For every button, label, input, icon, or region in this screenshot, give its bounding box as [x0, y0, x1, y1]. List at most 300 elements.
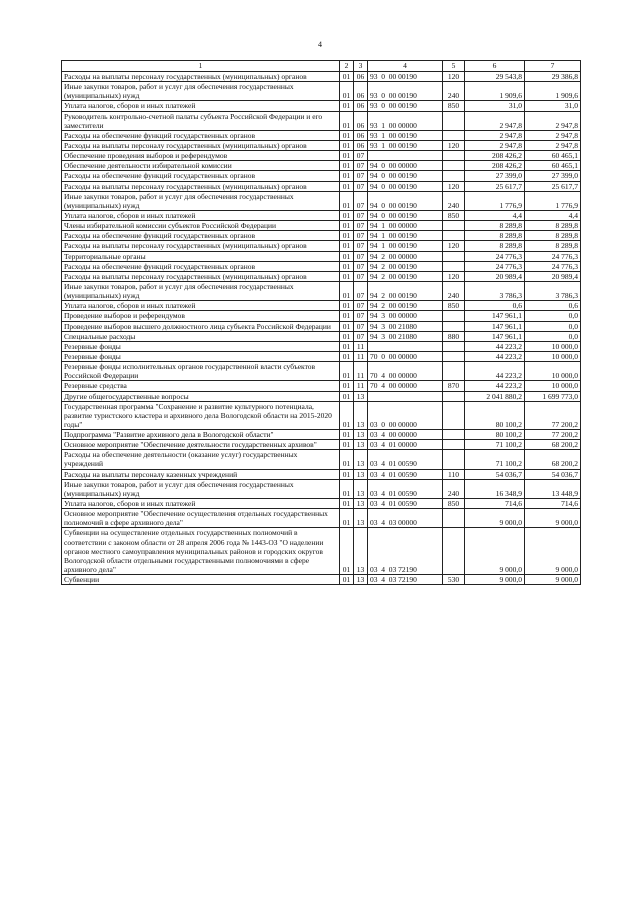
cell-amount-1: 71 100,2: [465, 450, 525, 469]
header-col-1: 1: [62, 61, 340, 72]
cell-section: 01: [340, 311, 354, 321]
cell-expense-type: [443, 221, 465, 231]
cell-name: Иные закупки товаров, работ и услуг для обеспечения государственных (муниципальных) нужд: [62, 479, 340, 498]
cell-target-article: 70 4 00 00000: [368, 362, 443, 381]
cell-name: Члены избирательной комиссии субъектов Российской Федерации: [62, 221, 340, 231]
cell-target-article: 94 0 00 00190: [368, 171, 443, 181]
cell-target-article: 94 2 00 00190: [368, 301, 443, 311]
cell-subsection: 07: [354, 301, 368, 311]
cell-amount-2: 10 000,0: [525, 341, 581, 351]
table-row: [62, 161, 581, 171]
cell-name: Уплата налогов, сборов и иных платежей: [62, 301, 340, 311]
cell-expense-type: [443, 311, 465, 321]
cell-amount-2: 60 465,1: [525, 151, 581, 161]
cell-name: Расходы на обеспечение деятельности (оказание услуг) государственных учреждений: [62, 450, 340, 469]
cell-subsection: 07: [354, 271, 368, 281]
cell-name: Уплата налогов, сборов и иных платежей: [62, 101, 340, 111]
cell-section: 01: [340, 181, 354, 191]
cell-subsection: 11: [354, 381, 368, 391]
cell-name: Обеспечение проведения выборов и референдумов: [62, 151, 340, 161]
cell-subsection: 13: [354, 575, 368, 585]
cell-subsection: 07: [354, 281, 368, 300]
cell-target-article: 93 1 00 00000: [368, 111, 443, 130]
cell-name: Уплата налогов, сборов и иных платежей: [62, 210, 340, 220]
cell-amount-2: 2 947,8: [525, 130, 581, 140]
page-number: 4: [318, 40, 322, 49]
header-col-7: 7: [525, 61, 581, 72]
cell-amount-2: 2 947,8: [525, 140, 581, 150]
cell-subsection: 06: [354, 111, 368, 130]
cell-expense-type: 120: [443, 181, 465, 191]
cell-name: Другие общегосударственные вопросы: [62, 391, 340, 401]
cell-amount-1: 8 289,8: [465, 221, 525, 231]
cell-amount-2: 1 699 773,0: [525, 391, 581, 401]
cell-section: 01: [340, 251, 354, 261]
cell-amount-2: 1 909,6: [525, 82, 581, 101]
cell-section: 01: [340, 479, 354, 498]
cell-amount-2: 10 000,0: [525, 351, 581, 361]
cell-amount-1: 714,6: [465, 499, 525, 509]
cell-amount-2: 1 776,9: [525, 191, 581, 210]
cell-subsection: 07: [354, 161, 368, 171]
cell-target-article: 94 1 00 00000: [368, 221, 443, 231]
cell-expense-type: 530: [443, 575, 465, 585]
table-row: [62, 281, 581, 300]
cell-subsection: 13: [354, 509, 368, 528]
cell-target-article: 93 1 00 00190: [368, 140, 443, 150]
cell-amount-1: 8 289,8: [465, 241, 525, 251]
cell-subsection: 07: [354, 261, 368, 271]
cell-name: Проведение выборов высшего должностного лица субъекта Российской Федерации: [62, 321, 340, 331]
cell-amount-2: 0,0: [525, 311, 581, 321]
table-row: [62, 210, 581, 220]
table-row: [62, 401, 581, 429]
cell-name: Руководитель контрольно-счетной палаты субъекта Российской Федерации и его заместители: [62, 111, 340, 130]
cell-amount-2: 60 465,1: [525, 161, 581, 171]
cell-target-article: 94 0 00 00190: [368, 210, 443, 220]
cell-target-article: 03 4 03 72190: [368, 528, 443, 575]
cell-section: 01: [340, 82, 354, 101]
cell-amount-2: 2 947,8: [525, 111, 581, 130]
cell-subsection: 06: [354, 101, 368, 111]
cell-subsection: 07: [354, 231, 368, 241]
cell-expense-type: [443, 440, 465, 450]
cell-amount-2: 0,0: [525, 321, 581, 331]
cell-expense-type: 120: [443, 271, 465, 281]
cell-expense-type: 870: [443, 381, 465, 391]
cell-subsection: 06: [354, 140, 368, 150]
cell-expense-type: 240: [443, 82, 465, 101]
cell-expense-type: [443, 261, 465, 271]
table-row: [62, 341, 581, 351]
cell-section: 01: [340, 331, 354, 341]
cell-section: 01: [340, 575, 354, 585]
cell-section: 01: [340, 440, 354, 450]
cell-target-article: 03 4 00 00000: [368, 430, 443, 440]
cell-amount-1: 2 947,8: [465, 140, 525, 150]
cell-target-article: 94 2 00 00190: [368, 281, 443, 300]
table-row: [62, 241, 581, 251]
cell-name: Расходы на обеспечение функций государственных органов: [62, 231, 340, 241]
cell-target-article: 93 0 00 00190: [368, 101, 443, 111]
table-row: [62, 351, 581, 361]
cell-subsection: 06: [354, 72, 368, 82]
cell-name: Расходы на выплаты персоналу государственных (муниципальных) органов: [62, 140, 340, 150]
cell-target-article: 93 1 00 00190: [368, 130, 443, 140]
table-row: [62, 101, 581, 111]
cell-target-article: 94 3 00 00000: [368, 311, 443, 321]
cell-amount-2: 8 289,8: [525, 231, 581, 241]
cell-subsection: 13: [354, 391, 368, 401]
cell-target-article: 94 0 00 00000: [368, 161, 443, 171]
cell-target-article: [368, 151, 443, 161]
cell-amount-2: 77 200,2: [525, 401, 581, 429]
cell-amount-1: 44 223,2: [465, 381, 525, 391]
cell-section: 01: [340, 469, 354, 479]
cell-amount-1: 54 036,7: [465, 469, 525, 479]
cell-section: 01: [340, 221, 354, 231]
cell-amount-1: 9 000,0: [465, 575, 525, 585]
cell-expense-type: 850: [443, 101, 465, 111]
cell-name: Расходы на выплаты персоналу государственных (муниципальных) органов: [62, 271, 340, 281]
cell-amount-1: 8 289,8: [465, 231, 525, 241]
cell-name: Расходы на выплаты персоналу государственных (муниципальных) органов: [62, 241, 340, 251]
cell-expense-type: [443, 430, 465, 440]
cell-amount-2: 29 386,8: [525, 72, 581, 82]
cell-amount-1: 2 041 880,2: [465, 391, 525, 401]
table-row: [62, 311, 581, 321]
cell-name: Проведение выборов и референдумов: [62, 311, 340, 321]
cell-expense-type: [443, 111, 465, 130]
cell-amount-1: 1 909,6: [465, 82, 525, 101]
table-row: [62, 130, 581, 140]
cell-section: 01: [340, 191, 354, 210]
cell-subsection: 07: [354, 151, 368, 161]
cell-expense-type: 120: [443, 72, 465, 82]
cell-section: 01: [340, 111, 354, 130]
cell-amount-2: 54 036,7: [525, 469, 581, 479]
cell-section: 01: [340, 430, 354, 440]
cell-target-article: 94 2 00 00000: [368, 251, 443, 261]
cell-expense-type: 120: [443, 241, 465, 251]
cell-name: Расходы на выплаты персоналу государственных (муниципальных) органов: [62, 181, 340, 191]
cell-expense-type: [443, 528, 465, 575]
cell-amount-2: 10 000,0: [525, 362, 581, 381]
cell-subsection: 13: [354, 479, 368, 498]
cell-name: Основное мероприятие "Обеспечение деятельности государственных архивов": [62, 440, 340, 450]
cell-subsection: 13: [354, 528, 368, 575]
cell-name: Иные закупки товаров, работ и услуг для обеспечения государственных (муниципальных) нужд: [62, 281, 340, 300]
cell-section: 01: [340, 140, 354, 150]
cell-amount-2: 25 617,7: [525, 181, 581, 191]
cell-subsection: 06: [354, 82, 368, 101]
cell-subsection: 13: [354, 469, 368, 479]
table-row: [62, 528, 581, 575]
cell-name: Государственная программа "Сохранение и развитие культурного потенциала, развитие туристского кластера и архивного дела Вологодской области на 2015-2020 годы": [62, 401, 340, 429]
cell-subsection: 07: [354, 210, 368, 220]
cell-subsection: 13: [354, 430, 368, 440]
cell-amount-2: 714,6: [525, 499, 581, 509]
cell-amount-1: 16 348,9: [465, 479, 525, 498]
cell-section: 01: [340, 391, 354, 401]
table-row: [62, 151, 581, 161]
cell-subsection: 13: [354, 440, 368, 450]
table-row: [62, 271, 581, 281]
cell-subsection: 13: [354, 401, 368, 429]
cell-name: Субвенции: [62, 575, 340, 585]
cell-subsection: 13: [354, 499, 368, 509]
cell-name: Территориальные органы: [62, 251, 340, 261]
cell-amount-1: 24 776,3: [465, 261, 525, 271]
cell-expense-type: [443, 231, 465, 241]
cell-amount-2: 4,4: [525, 210, 581, 220]
table-row: [62, 321, 581, 331]
cell-target-article: 94 2 00 00190: [368, 261, 443, 271]
table-row: [62, 509, 581, 528]
cell-amount-1: 44 223,2: [465, 351, 525, 361]
table-body: [62, 72, 581, 585]
cell-target-article: 03 4 01 00590: [368, 479, 443, 498]
cell-section: 01: [340, 271, 354, 281]
cell-subsection: 11: [354, 351, 368, 361]
header-col-2: 2: [340, 61, 354, 72]
table-row: [62, 381, 581, 391]
cell-name: Расходы на обеспечение функций государственных органов: [62, 171, 340, 181]
cell-subsection: 07: [354, 311, 368, 321]
cell-name: Резервные фонды: [62, 351, 340, 361]
header-col-3: 3: [354, 61, 368, 72]
cell-expense-type: [443, 351, 465, 361]
cell-target-article: 94 1 00 00190: [368, 231, 443, 241]
cell-name: Иные закупки товаров, работ и услуг для обеспечения государственных (муниципальных) нужд: [62, 191, 340, 210]
cell-section: 01: [340, 301, 354, 311]
cell-section: 01: [340, 72, 354, 82]
table-row: [62, 251, 581, 261]
cell-amount-2: 24 776,3: [525, 261, 581, 271]
cell-subsection: 06: [354, 130, 368, 140]
cell-amount-1: 0,6: [465, 301, 525, 311]
cell-amount-1: 2 947,8: [465, 111, 525, 130]
cell-expense-type: 850: [443, 301, 465, 311]
cell-amount-1: 80 100,2: [465, 401, 525, 429]
budget-table: [61, 60, 581, 585]
cell-section: 01: [340, 509, 354, 528]
cell-section: 01: [340, 341, 354, 351]
cell-subsection: 07: [354, 251, 368, 261]
table-row: [62, 430, 581, 440]
cell-name: Подпрограмма "Развитие архивного дела в Вологодской области": [62, 430, 340, 440]
table-row: [62, 362, 581, 381]
cell-expense-type: [443, 171, 465, 181]
cell-target-article: 03 4 01 00590: [368, 469, 443, 479]
cell-expense-type: [443, 362, 465, 381]
cell-name: Иные закупки товаров, работ и услуг для обеспечения государственных (муниципальных) нужд: [62, 82, 340, 101]
cell-expense-type: 240: [443, 281, 465, 300]
cell-amount-1: 25 617,7: [465, 181, 525, 191]
cell-section: 01: [340, 401, 354, 429]
cell-amount-1: 147 961,1: [465, 311, 525, 321]
cell-subsection: 07: [354, 321, 368, 331]
cell-section: 01: [340, 362, 354, 381]
cell-amount-2: 3 786,3: [525, 281, 581, 300]
cell-amount-1: 4,4: [465, 210, 525, 220]
cell-target-article: 03 4 03 72190: [368, 575, 443, 585]
cell-name: Специальные расходы: [62, 331, 340, 341]
table-row: [62, 440, 581, 450]
cell-amount-2: 68 200,2: [525, 440, 581, 450]
cell-subsection: 07: [354, 221, 368, 231]
cell-amount-2: 0,6: [525, 301, 581, 311]
table-row: [62, 171, 581, 181]
cell-section: 01: [340, 171, 354, 181]
table-row: [62, 231, 581, 241]
cell-amount-1: 147 961,1: [465, 331, 525, 341]
cell-expense-type: 880: [443, 331, 465, 341]
cell-section: 01: [340, 321, 354, 331]
cell-amount-1: 24 776,3: [465, 251, 525, 261]
table-row: [62, 72, 581, 82]
table-row: [62, 499, 581, 509]
cell-amount-1: 31,0: [465, 101, 525, 111]
cell-target-article: 70 4 00 00000: [368, 381, 443, 391]
cell-target-article: 94 2 00 00190: [368, 271, 443, 281]
cell-target-article: 03 0 00 00000: [368, 401, 443, 429]
cell-amount-2: 9 000,0: [525, 528, 581, 575]
cell-expense-type: 240: [443, 479, 465, 498]
cell-amount-1: 80 100,2: [465, 430, 525, 440]
cell-target-article: 94 3 00 21080: [368, 321, 443, 331]
cell-name: Расходы на выплаты персоналу государственных (муниципальных) органов: [62, 72, 340, 82]
cell-name: Резервные средства: [62, 381, 340, 391]
cell-section: 01: [340, 261, 354, 271]
cell-amount-2: 9 000,0: [525, 575, 581, 585]
table-row: [62, 331, 581, 341]
cell-expense-type: 240: [443, 191, 465, 210]
cell-amount-2: 8 289,8: [525, 221, 581, 231]
cell-expense-type: [443, 391, 465, 401]
cell-section: 01: [340, 528, 354, 575]
cell-expense-type: [443, 151, 465, 161]
cell-section: 01: [340, 231, 354, 241]
cell-subsection: 07: [354, 241, 368, 251]
cell-section: 01: [340, 450, 354, 469]
cell-section: 01: [340, 210, 354, 220]
cell-target-article: 94 0 00 00190: [368, 181, 443, 191]
cell-target-article: 70 0 00 00000: [368, 351, 443, 361]
table-row: [62, 191, 581, 210]
cell-expense-type: [443, 401, 465, 429]
cell-subsection: 11: [354, 341, 368, 351]
cell-amount-2: 0,0: [525, 331, 581, 341]
cell-subsection: 07: [354, 181, 368, 191]
cell-amount-1: 208 426,2: [465, 161, 525, 171]
table-row: [62, 140, 581, 150]
cell-section: 01: [340, 351, 354, 361]
cell-expense-type: [443, 251, 465, 261]
cell-name: Основное мероприятие "Обеспечение осуществления отдельных государственных полномочий в сфере архивного дела": [62, 509, 340, 528]
cell-amount-1: 44 223,2: [465, 362, 525, 381]
cell-section: 01: [340, 130, 354, 140]
cell-amount-2: 9 000,0: [525, 509, 581, 528]
cell-expense-type: [443, 509, 465, 528]
table-row: [62, 111, 581, 130]
cell-section: 01: [340, 381, 354, 391]
cell-amount-1: 20 989,4: [465, 271, 525, 281]
cell-amount-1: 29 543,8: [465, 72, 525, 82]
cell-section: 01: [340, 151, 354, 161]
cell-amount-1: 9 000,0: [465, 528, 525, 575]
cell-name: Субвенции на осуществление отдельных государственных полномочий в соответствии с законом области от 28 апреля 2006 года № 1443-ОЗ "О наделении органов местного самоуправления муниципальных районов и городских округов Вологодской области отдельными государственными полномочиями в сфере архивного дела": [62, 528, 340, 575]
cell-expense-type: [443, 341, 465, 351]
cell-amount-1: 208 426,2: [465, 151, 525, 161]
table-row: [62, 391, 581, 401]
table-row: [62, 301, 581, 311]
cell-expense-type: [443, 321, 465, 331]
cell-name: Расходы на обеспечение функций государственных органов: [62, 261, 340, 271]
cell-section: 01: [340, 101, 354, 111]
table-row: [62, 82, 581, 101]
header-row: [62, 61, 581, 72]
cell-target-article: 93 0 00 00190: [368, 72, 443, 82]
header-col-6: 6: [465, 61, 525, 72]
cell-section: 01: [340, 281, 354, 300]
cell-section: 01: [340, 161, 354, 171]
cell-expense-type: 850: [443, 210, 465, 220]
cell-target-article: [368, 341, 443, 351]
table-row: [62, 469, 581, 479]
table-row: [62, 479, 581, 498]
cell-expense-type: 110: [443, 469, 465, 479]
cell-name: Резервные фонды исполнительных органов государственной власти субъектов Российской Федерации: [62, 362, 340, 381]
cell-expense-type: [443, 130, 465, 140]
cell-amount-2: 24 776,3: [525, 251, 581, 261]
cell-subsection: 07: [354, 191, 368, 210]
cell-name: Расходы на выплаты персоналу казенных учреждений: [62, 469, 340, 479]
cell-amount-2: 68 200,2: [525, 450, 581, 469]
table-row: [62, 221, 581, 231]
cell-amount-1: 9 000,0: [465, 509, 525, 528]
cell-target-article: 94 3 00 21080: [368, 331, 443, 341]
cell-amount-2: 31,0: [525, 101, 581, 111]
cell-target-article: 94 0 00 00190: [368, 191, 443, 210]
cell-amount-2: 13 448,9: [525, 479, 581, 498]
cell-name: Уплата налогов, сборов и иных платежей: [62, 499, 340, 509]
cell-subsection: 13: [354, 450, 368, 469]
cell-expense-type: 850: [443, 499, 465, 509]
cell-subsection: 11: [354, 362, 368, 381]
table-row: [62, 575, 581, 585]
cell-expense-type: 120: [443, 140, 465, 150]
cell-target-article: 03 4 01 00590: [368, 499, 443, 509]
cell-amount-2: 27 399,0: [525, 171, 581, 181]
header-col-5: 5: [443, 61, 465, 72]
cell-expense-type: [443, 161, 465, 171]
cell-target-article: 03 4 03 00000: [368, 509, 443, 528]
cell-subsection: 07: [354, 171, 368, 181]
cell-amount-1: 27 399,0: [465, 171, 525, 181]
cell-amount-2: 8 289,8: [525, 241, 581, 251]
cell-amount-1: 1 776,9: [465, 191, 525, 210]
cell-name: Резервные фонды: [62, 341, 340, 351]
cell-name: Расходы на обеспечение функций государственных органов: [62, 130, 340, 140]
cell-amount-1: 3 786,3: [465, 281, 525, 300]
table-row: [62, 450, 581, 469]
cell-amount-1: 147 961,1: [465, 321, 525, 331]
cell-target-article: [368, 391, 443, 401]
table-row: [62, 181, 581, 191]
cell-target-article: 03 4 01 00000: [368, 440, 443, 450]
cell-amount-1: 71 100,2: [465, 440, 525, 450]
